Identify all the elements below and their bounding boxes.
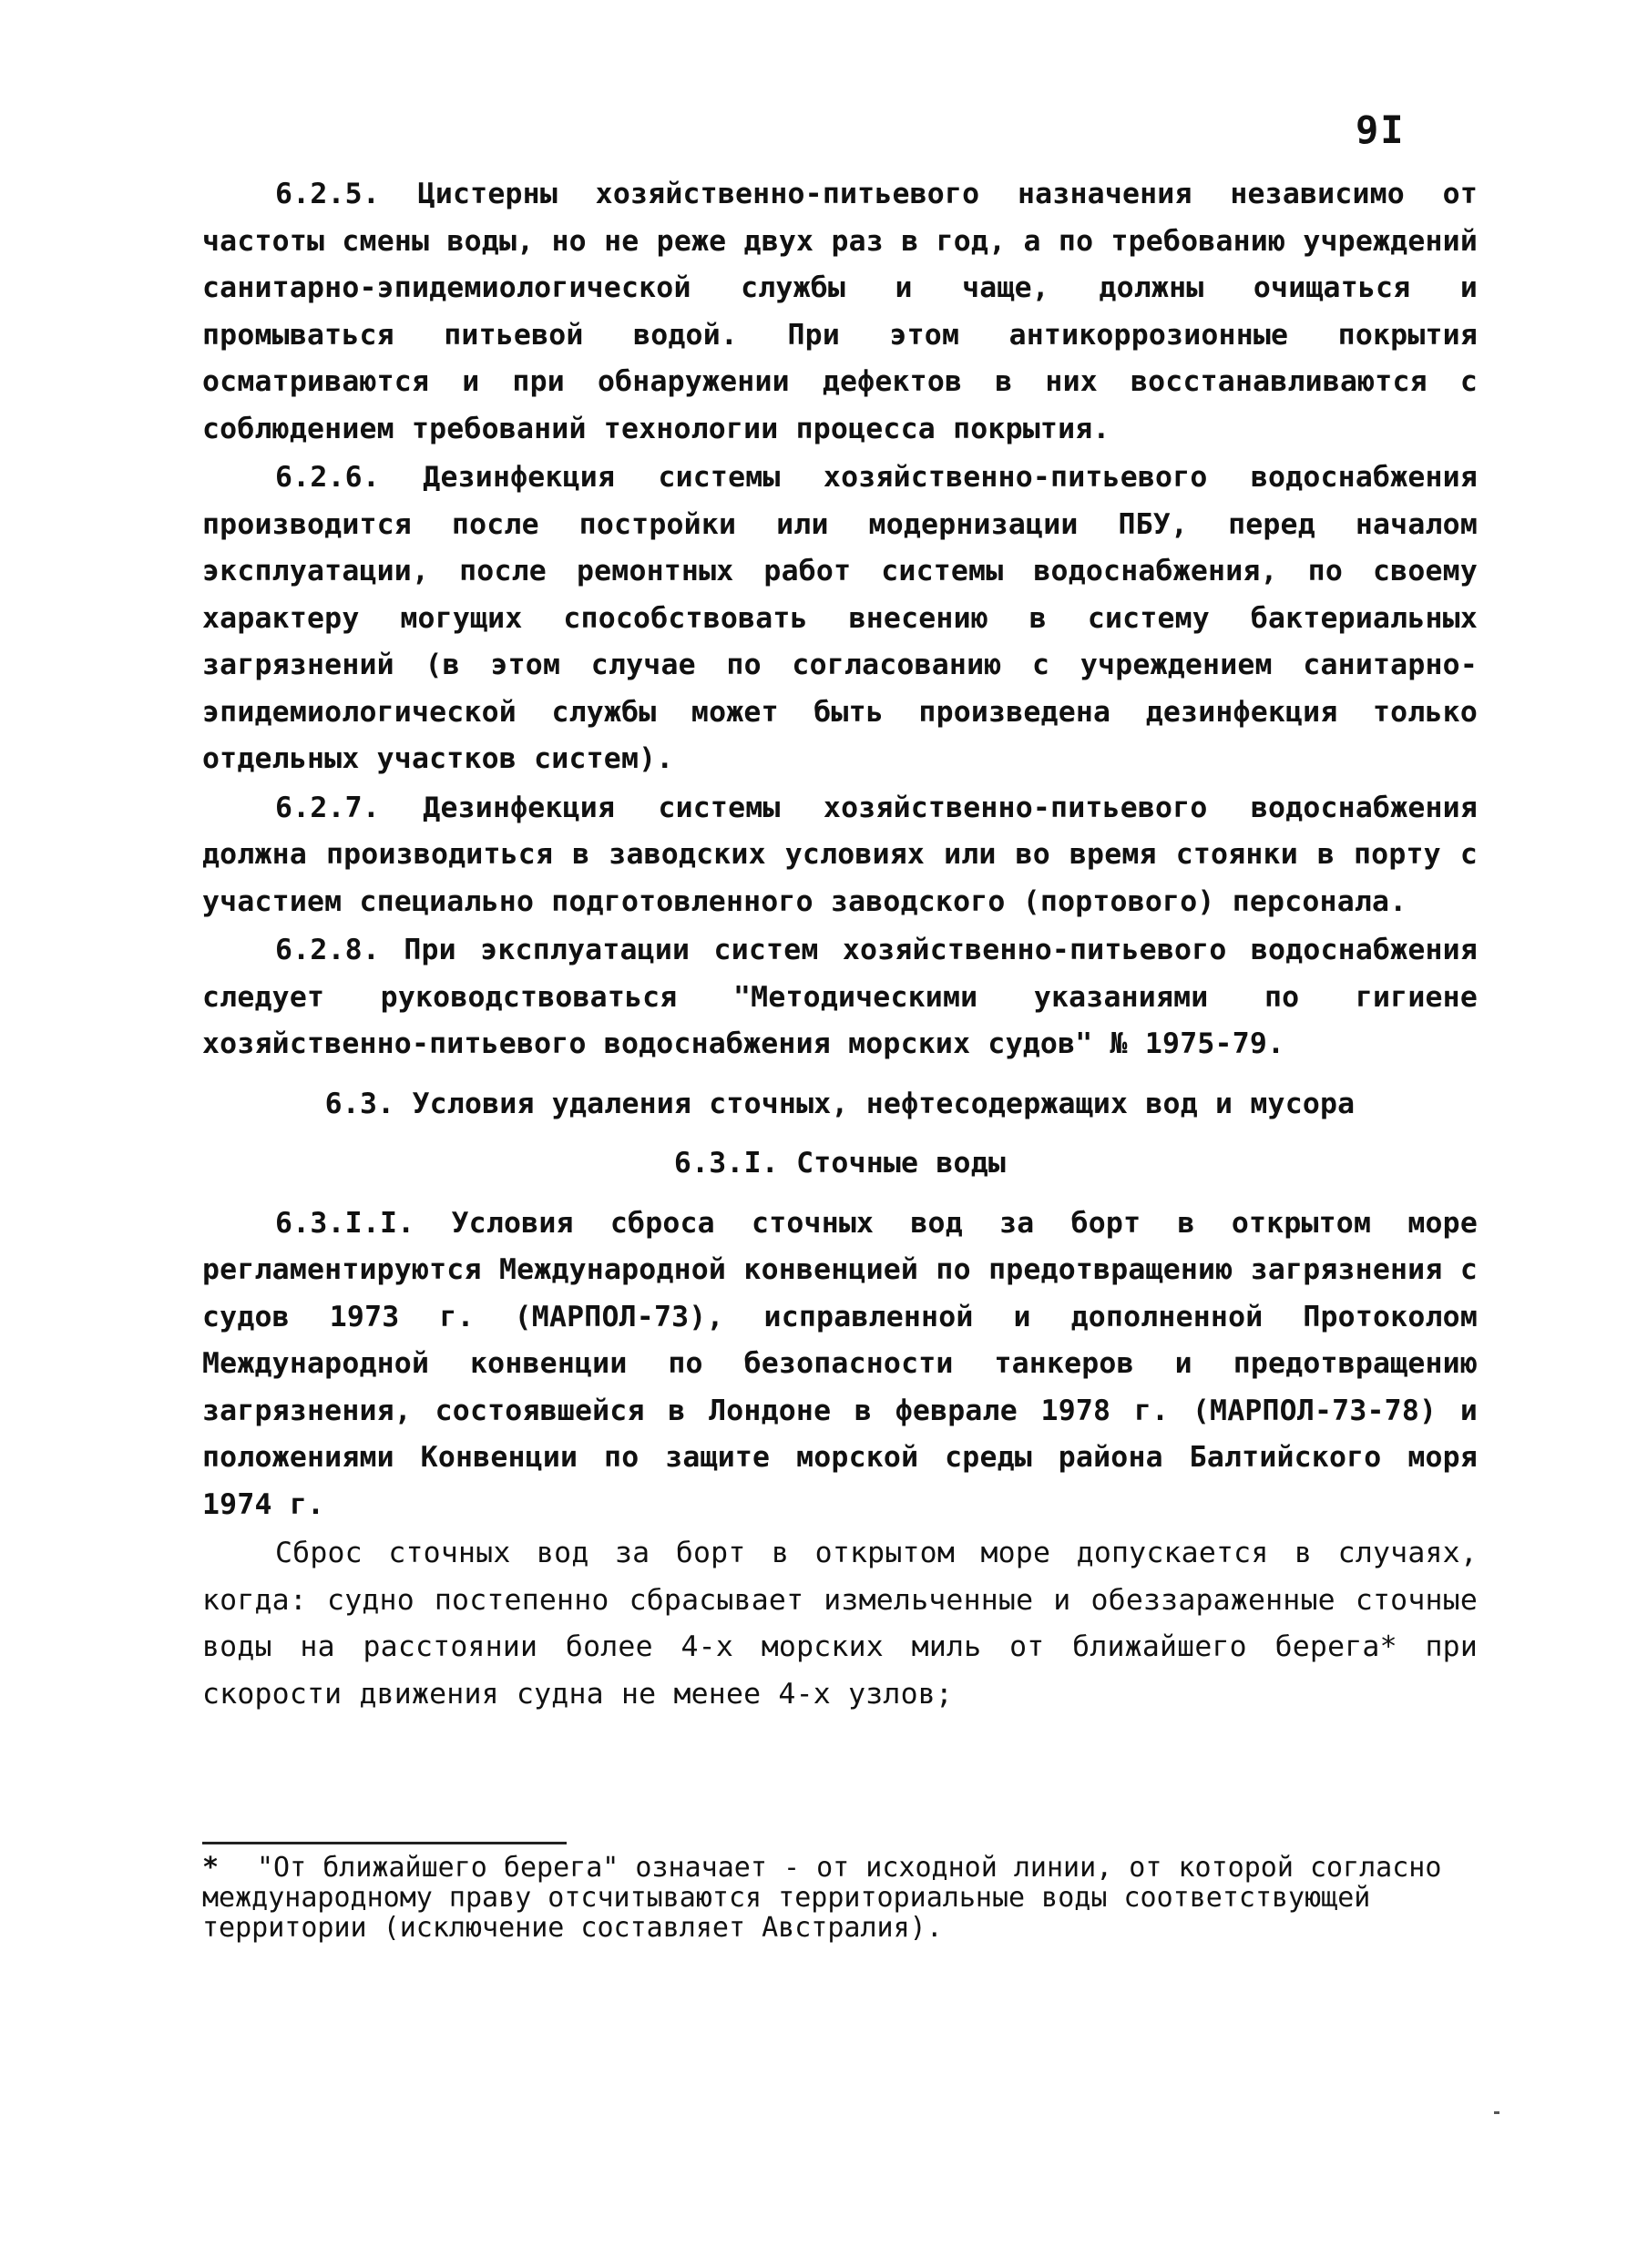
paragraph-6-3-1-1: 6.3.I.I. Условия сброса сточных вод за борт в открытом море регламентируются Международной конвенцией по предотвращению загрязнения с судов 1973 г. (МАРПОЛ-73), исправленной и дополненной Протоколом Международной конвенции по безопасности танкеров и предотвращению загрязнения, состоявшейся в Лондоне в феврале 1978 г. (МАРПОЛ-73-78) и положениями Конвенции по защите морской среды района Балтийского моря 1974 г. [202, 1206, 1478, 1521]
page-number: 9I [1356, 107, 1406, 152]
paragraph-6-2-7: 6.2.7. Дезинфекция системы хозяйственно-питьевого водоснабжения должна производиться в заводских условиях или во время стоянки в порту с участием специально подготовленного заводского (портового) персонала. [202, 791, 1478, 918]
document-body [202, 171, 1478, 1720]
subsection-heading-6-3-1: 6.3.I. Сточные воды [673, 1147, 1007, 1180]
footnote-marker: * [202, 1852, 220, 1884]
footnote-text: "От ближайшего берега" означает - от исходной линии, от которой согласно международному праву отсчитываются территориальные воды соответствующей территории (исключение составляет Австралия). [202, 1852, 1442, 1944]
footnote-divider [202, 1842, 567, 1844]
paragraph-6-2-5: 6.2.5. Цистерны хозяйственно-питьевого назначения независимо от частоты смены воды, но не реже двух раз в год, а по требованию учреждений санитарно-эпидемиологической службы и чаще, должны очищаться и промываться питьевой водой. При этом антикоррозионные покрытия осматриваются и при обнаружении дефектов в них восстанавливаются с соблюдением требований технологии процесса покрытия. [202, 178, 1478, 445]
paragraph-6-2-8: 6.2.8. При эксплуатации систем хозяйственно-питьевого водоснабжения следует руководствоваться "Методическими указаниями по гигиене хозяйственно-питьевого водоснабжения морских судов" № 1975-79. [202, 934, 1478, 1060]
scan-speck [1494, 2111, 1499, 2114]
paragraph-discharge-conditions: Сброс сточных вод за борт в открытом море допускается в случаях, когда: судно постепенно сбрасывает измельченные и обеззараженные сточные воды на расстоянии более 4-х морских миль от ближайшего берега* при скорости движения судна не менее 4-х узлов; [202, 1537, 1478, 1711]
paragraph-6-2-6: 6.2.6. Дезинфекция системы хозяйственно-питьевого водоснабжения производится после постройки или модернизации ПБУ, перед началом эксплуатации, после ремонтных работ системы водоснабжения, по своему характеру могущих способствовать внесению в систему бактериальных загрязнений (в этом случае по согласованию с учреждением санитарно-эпидемиологической службы может быть произведена дезинфекция только отдельных участков систем). [202, 461, 1478, 775]
footnote [202, 1853, 1478, 1943]
section-heading-6-3: 6.3. Условия удаления сточных, нефтесодержащих вод и мусора [324, 1087, 1356, 1120]
